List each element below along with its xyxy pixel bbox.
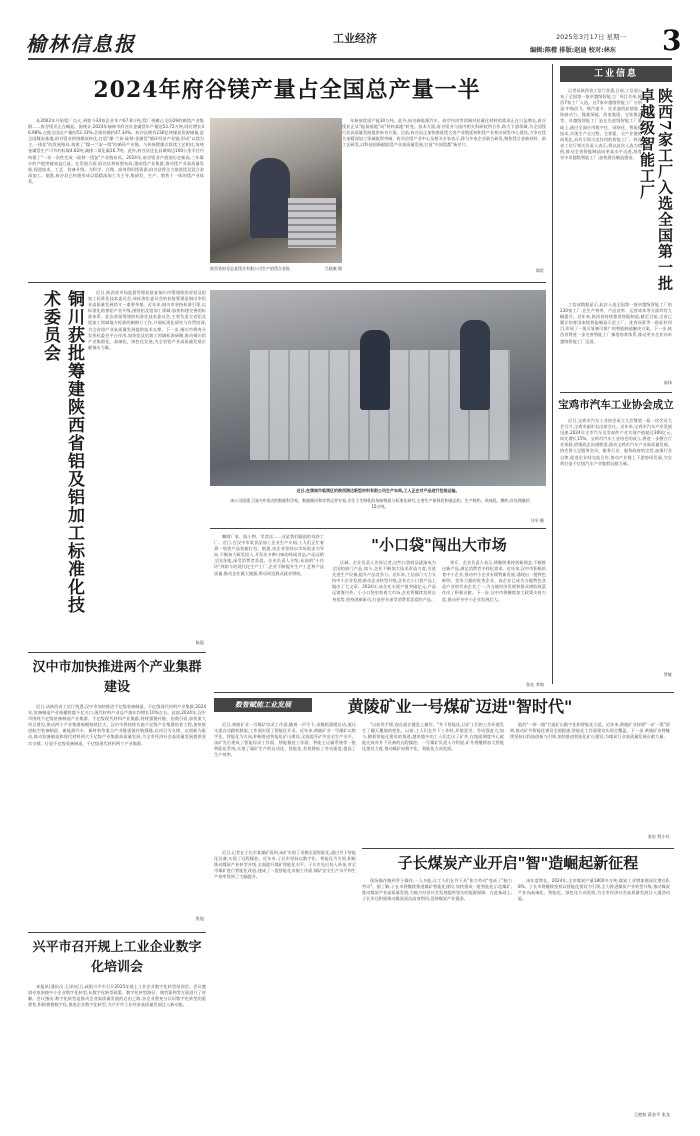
sidebar-header: 工业信息: [560, 66, 672, 82]
xiaokou-headline-box: [332, 534, 546, 556]
hanzhong-body-text: 近日,从陕西省工信厅悦悉,汉中市加快推进千亿级装备制造、千亿级现代材料产业集群,2024年,装备制造产业规模跨越千亿关口,现代材料产业总产值年均增长10%左右。此前,2024年,汉中市围绕千亿级装备制造产业集群、千亿级现代材料产业集群,持续强链补链、招商引资,加快重大项目建设,推动两个产业集群规模持续壮大。汉中市将持续实施千亿级产业集群培育工程,加快推进航空装备制造、新能源汽车、新材料等重点产业链延链补链强链,以项目为支撑、以创新为驱动,推动装备制造和现代材料两大千亿级产业集群高质量发展,为全市经济社会高质量发展提供坚实支撑。打造千亿级装备制造、千亿级现代材料两个产业集群。: [28, 704, 206, 746]
huangling-mid-text: "以前用手摇,现在就在键盘上操作。"井下智能化,让矿工们的工作环境发生了翻天覆地的变化。以前,工人们在井下工作时,环境恶劣、劳动强度大;如今,随着智能化建设的推进,越来越多的工人们走出了矿井,在地面调度中心就能完成对井下设备的远程操控。一号煤矿负责人介绍说,矿井将继续加大智能化建设力度,推动煤矿向数字化、智能化方向发展。: [362, 722, 504, 752]
zichang-signature: 王艳如 薛金平 张龙: [633, 1112, 670, 1117]
xingping-body-text: 本报讯(通讯员 王泽)近日,咸阳兴平市召开2025年规上工业企业数字化转型培训会。会议邀请专家围绕中小企业数字化转型,从数字化转型政策、数字化转型路径、典型案例等方面进行了讲解。会议指出,数字化转型是推动企业高质量发展的必由之路,各企业要充分认识数字化转型的重要性,积极拥抱数字化,推进企业数字化转型,为兴平市工业经济高质量发展注入新动能。: [28, 984, 206, 1008]
huangling-headline: 黄陵矿业一号煤矿迈进"智时代": [347, 697, 573, 716]
masthead: [0, 0, 700, 58]
xiaokou-body-right: [442, 560, 546, 680]
xiaokou-left-text: 咖啡厂家、陆小物、零食店……这是我们眼前的奇妙工厂。近日,在汉中市某食品加工企业生产车间,工人们正忙着将一袋袋产品装箱打包。据悉,该企业坚持以市场需求为导向,不断加大研发投入,开发出多种口味的休闲食品,产品远销全国各地,深受消费者喜爱。企业负责人介绍,从前的"小作坊"到如今的现代化生产工厂,企业不断提升生产工艺和产品质量,推动企业做大做强,带动周边群众就业增收。: [214, 534, 324, 576]
lead-headline: 2024年府谷镁产量占全国总产量一半: [93, 77, 481, 103]
editors-line: 编辑:陈橙 排版:赵迪 校对:林东: [530, 47, 616, 54]
xiaokou-signature: 张宏 李海: [525, 682, 544, 687]
divider-baoji: [560, 392, 672, 393]
lead-body-text: 从2002年开始镁厂点火,到如今34家企业年产67.8万吨,镁厂规模占全国29的赖镁产业集群……府谷镁业正在崛起。据统计,2024年榆林市府谷县金属镁年产量达53.72万吨,同比增长46.98%,占据全国总产量的52.33%,全球份额约47.34%。府谷县拥有236亿吨煤炭资源储量,是全国煤炭基地,府谷镁业围绕煤炭转化,打造"煤-兰炭-硅铁-金属镁"循环经济产业链,形成"以镁为主,一体化"的发展格局,构建了"煤—兰炭—镁"的循环产业链。与传统燃煤式炼镁工艺相比,每吨金属镁生产可节约标煤4.82吨,减排二氧化碳16.7吨。此外,府谷县还在县城周边100公里半径内构建了"一年一次性完成一硅铁一镁锭"产业链布局。2024年,府谷镁业产值创历史新高,三年累计的产值突破效益凸显。在发展方面,府谷县将按照布局,建成镁产业集群,推动镁产业高质量发展,促进技术、工艺、装备升级。为科学、合理、高效利用镁资源,府谷县将全力推进镁及镁合金深加工。据悉,府谷县已构建形成以镁精深加工为主导,集研发、生产、销售于一体的镁产业体系。: [28, 118, 204, 184]
tongchuan-signature: 陈晨: [195, 640, 204, 645]
zichang-body-right: [518, 878, 670, 1108]
huangling-left-text: 近日,黄陵矿业一号煤矿综采工作面,随着一声令下,采煤机缓缓启动,液压支架自动跟机移架,工作面实现了智能化开采。近年来,黄陵矿业一号煤矿以数字化、智能化为方向,积极推进智能化矿山建设,全面提升矿井安全生产水平。该矿先后建成了智能综采工作面、智能掘进工作面、智能主运输系统等一批智能化系统,实现了煤矿生产的自动化、智能化,有效降低了劳动强度,提高了生产效率。: [214, 722, 356, 758]
xiaokou-body-mid: [332, 560, 436, 680]
shaanxi-headline: 陕西7家工厂入选全国第一批卓越级智能工厂: [638, 88, 674, 292]
tongchuan-headline: 铜川获批筹建陕西省铝及铝加工标准化技术委员会: [40, 290, 84, 614]
worker-right: [460, 320, 490, 410]
huangling-right-text: 能的"一带一路"打造矿山数字化和智能化示范。近年来,黄陵矿业按照"一矿一策"原则,推动矿井智能化建设全面提速,智能化工作面建设实现全覆盖。下一步,黄陵矿业将继续坚持以科技创新为引领,加快推进智能化矿山建设,为煤炭行业高质量发展贡献力量。: [510, 722, 670, 740]
factory-photo-caption: 近日,在渭南市临渭区的陕西润达新型材料有限公司生产车间,工人正在对产品进行包装运输。: [296, 488, 460, 493]
page-number: 3: [662, 24, 682, 57]
divider-huangling: [214, 692, 674, 693]
section-title: 工业经济: [333, 32, 377, 45]
huangling-body-mid: [362, 722, 504, 844]
zichang-body-mid: [362, 878, 512, 1122]
hanzhong-headline: 汉中市加快推进两个产业集群建设: [32, 660, 202, 695]
shaanxi-body-text: 记者从陕西省工信厅获悉,日前,工信部公布了全国第一批卓越级智能工厂项目名单,陕西7家工厂入选。这7家卓越级智能工厂分别是:中航西飞、陕汽重卡、比亚迪西安基地、陕鼓动力、隆基绿能、西电集团、宝钛集团等。卓越级智能工厂是在先进级智能工厂基础上,通过全面应用数字化、网络化、智能化技术,实现生产全过程、全要素、全产业链协同优化,具有引领示范作用的智能工厂。陕西省工信厅相关负责人表示,将以此次入选为契机,推动全省智能制造向更高水平迈进,培育更多卓越级智能工厂,加快建设制造强省。: [560, 88, 642, 161]
masthead-logo: 榆林信息报: [26, 32, 136, 56]
xiaokou-mid-text: 区域。企业负责人告诉记者,这些口袋商品逐渐成为全国的热门产品,如今,企业不断加大技术改造力度,引进先进生产设备,提升产品竞争力。近年来,工信部门大力支持中小企业发展,推动企业转型升级,企业在小口袋产品上做出了大文章。2024年,该企业实现产值突破亿元,产品远销海内外。小小口袋里装着大市场,企业将继续发挥自身优势,坚持创新驱动,打造更多深受消费者喜爱的产品。: [332, 560, 436, 602]
ingot-stack: [288, 198, 336, 248]
lead-photo-caption: [210, 266, 342, 280]
shaanxi-body-2: [560, 302, 672, 380]
weekday-text: 星期一: [606, 33, 627, 41]
issue-date: [556, 32, 656, 42]
divider-mid: [210, 528, 546, 529]
zichang-headline: 子长煤炭产业开启"智"造崛起新征程: [397, 854, 639, 872]
huangling-tag: 数智赋能工业发展: [214, 698, 312, 712]
baoji-body: [560, 418, 672, 670]
worker-left: [360, 330, 390, 410]
xingping-body: [28, 984, 206, 1114]
xiaokou-headline: "小口袋"闯出大市场: [371, 536, 507, 554]
zichang-left-text: 近日,记者在子长市某煤矿看到,该矿实现了采掘全面智能化,通过井下智能化设备,实现了远程操控。近年来,子长市坚持以数字化、智能化为引领,积极推动煤炭产业转型升级,全面提升煤矿智能化水平。子长市先后投入资金,对全市煤矿进行智能化改造,建成了一批智能化采掘工作面,煤矿安全生产水平和生产效率得到了大幅提升。: [214, 850, 356, 880]
divider-xingping: [28, 932, 206, 933]
huangling-body-left: [214, 722, 356, 844]
caption-credit: 吕晓旗 摄: [324, 266, 342, 271]
lead-photo: [210, 118, 342, 263]
tongchuan-body: [88, 290, 206, 640]
divider-zichang: [362, 848, 674, 849]
lead-right-body: [342, 118, 546, 268]
huangling-body-right: [510, 722, 670, 830]
date-text: 2025年3月17日: [556, 33, 605, 41]
shaanxi-body: [560, 88, 642, 300]
divider-hanzhong: [28, 652, 206, 653]
zichang-body-left: [214, 850, 356, 1126]
baoji-headline: 宝鸡市汽车工业协会成立: [558, 399, 674, 411]
huangling-signature: 张宏 程小红: [647, 834, 670, 839]
zichang-right-text: 该年度增长。2024年,全市煤炭产量1800多万吨,煤炭工业增加值同比增长6.8%。子长市将继续坚持以智能化建设为引领,全力推进煤炭产业转型升级,推动煤炭产业向高端化、智能化、绿色化方向发展,为全市经济社会高质量发展注入强劲动能。: [518, 878, 670, 902]
hanzhong-body: [28, 704, 206, 914]
masthead-rule: [28, 58, 672, 60]
xiaokou-body-left: [214, 534, 324, 674]
factory-photo-credit: 马辛 摄: [530, 518, 544, 523]
worker-figure: [250, 158, 290, 238]
baoji-body-text: 近日,宝鸡市汽车工业协会成立大会暨第一届一次会员大会召开,宝鸡市副市长出席会议。近年来,宝鸡市汽车产业发展迅速,2024年全市汽车及零部件产业实现产值超过300亿元,同比增长15%。宝鸡市汽车工业协会的成立,将进一步整合行业资源,搭建政企沟通桥梁,推动宝鸡市汽车产业高质量发展。协会将立足服务会员、服务行业、服务政府的宗旨,加强行业自律,促进企业间交流合作,推动产业链上下游协同发展,为宝鸡打造千亿级汽车产业集群贡献力量。: [560, 418, 672, 466]
xingping-headline: 兴平市召开规上工业企业数字化培训会: [32, 940, 202, 975]
caption-text: 陕西省府谷县某镁业有限公司生产的镁合金锭: [210, 266, 290, 271]
xiaokou-right-text: 余斤。企业负责人表示,将继续秉持创新理念,不断推出新产品,满足消费者多样化需求。近年来,汉中市积极培育中小企业,推动中小企业专精特新发展,涌现出一批特色鲜明、竞争力强的优秀企业。该企业已成为当地特色食品产业的代表企业之一,为当地经济发展和群众增收致富作出了积极贡献。下一步,汉中市将继续加大政策支持力度,推动更多中小企业发展壮大。: [442, 560, 546, 602]
divider-lead: [28, 282, 546, 283]
factory-photo: [210, 290, 546, 486]
shaanxi-body2-text: 工信部数据显示,此次入选全国第一批卓越级智能工厂的230家工厂,在生产效率、产品良率、运营成本等方面均有大幅提升。近年来,陕西省持续推进智能制造,截至目前,全省已累计培育国家级智能制造示范工厂、优秀场景等一批标杆项目,形成了一批可复制可推广的智能制造解决方案。下一步,陕西省将进一步完善智能工厂梯度培育体系,推动更多企业向卓越级智能工厂迈进。: [560, 302, 672, 344]
shaanxi-signature: 高伟: [663, 380, 672, 385]
tongchuan-body-text: 近日,陕西省市场监督管理局批复铜川市筹建陕西省铝及铝加工标准化技术委员会,该标准化委员会的获批筹建是铜川市铝业高质量发展的又一重要举措。近年来,铜川市坚持标准引领,以标准化助推铝产业升级,围绕铝及铝加工领域,加快构建完善的标准体系。此次获批筹建的标准化技术委员会,主要负责全省铝及铝加工领域地方标准的制修订工作,开展标准化研究与宣贯培训,为全省铝产业高质量发展提供技术支撑。下一步,铜川市将充分发挥标委会平台作用,加快铝及铝加工领域标准研制,推动铜川铝产业集群化、高端化、绿色化发展,为全省铝产业高质量发展贡献铜川力量。: [88, 290, 206, 350]
baoji-signature: 罗筱: [663, 672, 672, 677]
lead-signature: 谭雷: [535, 268, 544, 273]
zichang-mid-text: 现场操作跑到井下操作,一人多能,让工人们在井下从"体力劳动"变成了"脑力劳动"。据了解,子长市将继续推进煤矿智能化建设,加快建成一批智能化示范煤矿,推动煤炭产业高质量发展,为地方经济社会发展提供坚实的能源保障。在此基础上,子长市还积极推动煤炭清洁高效利用,延伸煤炭产业链条。: [362, 878, 512, 902]
sidebar-border: [552, 64, 553, 684]
factory-photo-note: 该公司组建了国内外顶尖的数据科学家、数据顾问和零售运营专家,专注于生鲜乳的风味物质与标准化研究,主要生产原料乳和液态奶、生产鲜奶、风味乳、酸奶,年处理量约15万吨。: [230, 498, 530, 509]
lead-right-text: 年释放优质产能30万吨。此外,府谷新能源汽车、低空经济等领域对轻量化材料的需求正在日益增长,府谷镁业正从"能源基地"向"材料高地"转变。技术方面,府谷镁业与国内相关科研院所合作,助力下游领域,为全国镁行业高质量发展提供府谷方案。目前,府谷县正加快推进镁合金产业链延伸和镁产业相关研发中心建设,力争在镁合金精深加工领域取得突破。府谷县镁产业中心及相关专家表示,将与多家企业联合研发,聚焦镁合金新材料、新工艺研发,以科技创新赋能镁产业高质量发展,打造"中国镁都"新名片。: [342, 118, 546, 148]
hanzhong-signature: 张旭: [195, 916, 204, 921]
